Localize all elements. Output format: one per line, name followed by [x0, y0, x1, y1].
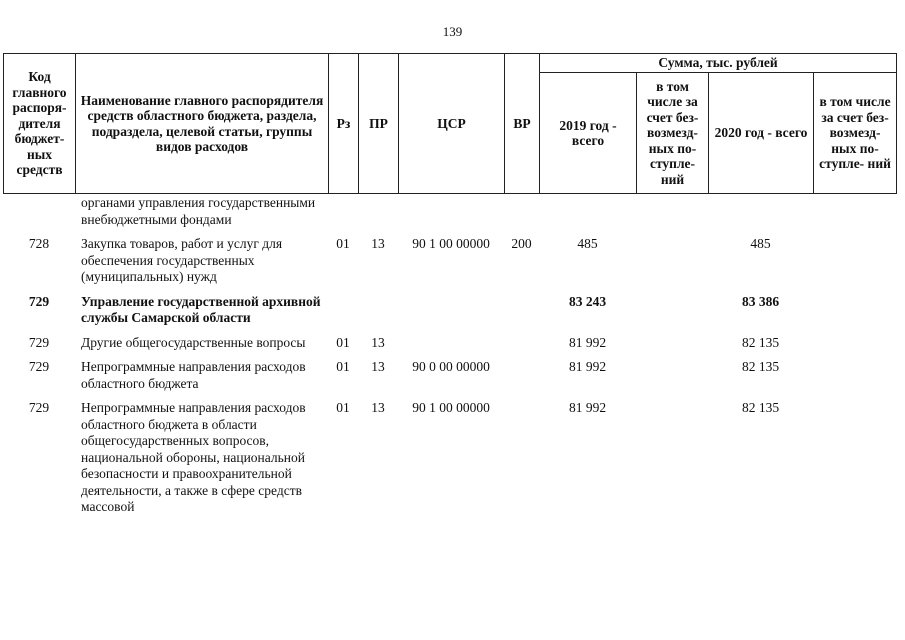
cell-sum-2019: 81 992	[568, 334, 607, 350]
cell-csr: 90 0 00 00000	[412, 359, 490, 374]
header-vr: ВР	[505, 54, 540, 194]
cell-rz	[328, 294, 358, 335]
cell-free-2019	[636, 294, 708, 335]
table-row	[3, 236, 896, 294]
header-name: Наименование главного распорядителя средств областного бюджета, раздела, подраздела, целевой статьи, группы видов расходов	[76, 54, 329, 194]
cell-vr: 200	[511, 236, 532, 251]
cell-free-2020	[813, 195, 896, 236]
cell-free-2019	[636, 335, 708, 360]
cell-vr	[504, 359, 539, 400]
cell-free-2019	[636, 400, 708, 516]
cell-csr	[398, 195, 504, 236]
cell-code: 729	[28, 359, 50, 374]
cell-free-2020	[813, 359, 896, 400]
header-2020-free: в том числе за счет без- возмезд- ных по- ступле- ний	[814, 73, 897, 194]
header-pr: ПР	[359, 54, 399, 194]
cell-pr	[358, 294, 398, 335]
header-sum-group: Сумма, тыс. рублей	[540, 54, 897, 73]
header-csr: ЦСР	[399, 54, 505, 194]
table-body	[3, 195, 896, 516]
table-row	[3, 195, 896, 236]
cell-rz: 01	[336, 359, 350, 374]
cell-pr: 13	[371, 334, 385, 350]
header-rz: Рз	[329, 54, 359, 194]
cell-pr: 13	[371, 400, 385, 415]
header-2019-free: в том числе за счет без- возмезд- ных по- ступле- ний	[637, 73, 709, 194]
cell-vr	[504, 294, 539, 335]
cell-free-2019	[636, 236, 708, 294]
page-number: 139	[442, 24, 463, 39]
cell-rz: 01	[336, 334, 350, 350]
cell-sum-2020: 82 135	[741, 400, 780, 415]
cell-rz	[328, 195, 358, 236]
table-row	[3, 294, 896, 335]
table-row	[3, 400, 896, 516]
header-2019-total: 2019 год - всего	[540, 73, 637, 194]
header-2020-total: 2020 год - всего	[709, 73, 814, 194]
cell-free-2020	[813, 294, 896, 335]
cell-vr	[504, 335, 539, 360]
cell-sum-2020: 83 386	[741, 293, 780, 309]
cell-sum-2019	[539, 195, 636, 236]
table-row	[3, 359, 896, 400]
cell-free-2019	[636, 195, 708, 236]
cell-code: 729	[28, 293, 50, 309]
cell-name: Непрограммные направления расходов областного бюджета	[81, 359, 306, 391]
cell-free-2020	[813, 335, 896, 360]
cell-sum-2020: 485	[750, 236, 771, 251]
cell-code	[3, 195, 75, 236]
cell-pr	[358, 195, 398, 236]
header-code: Код главного распоря- дителя бюджет- ных средств	[4, 54, 76, 194]
table-header	[3, 53, 897, 194]
cell-name: Управление государственной архивной службы Самарской области	[81, 293, 321, 325]
cell-name: Закупка товаров, работ и услуг для обеспечения государственных (муниципальных) нужд	[81, 236, 283, 284]
cell-pr: 13	[371, 236, 385, 251]
cell-free-2020	[813, 236, 896, 294]
cell-code: 728	[28, 236, 50, 251]
cell-csr	[398, 335, 504, 360]
cell-name: Другие общегосударственные вопросы	[81, 334, 306, 350]
cell-csr	[398, 294, 504, 335]
cell-rz: 01	[336, 400, 350, 415]
cell-rz: 01	[336, 236, 350, 251]
cell-vr	[504, 195, 539, 236]
cell-csr: 90 1 00 00000	[412, 236, 490, 251]
cell-sum-2020: 82 135	[741, 334, 780, 350]
cell-sum-2020: 82 135	[741, 359, 780, 374]
cell-name: Непрограммные направления расходов областного бюджета в области общегосударственных вопросов, национальной обороны, национальной безопасности и правоохранительной деятельности, а также в сфере средств массовой	[81, 400, 306, 514]
cell-sum-2019: 81 992	[568, 400, 607, 415]
cell-name: органами управления государственными внебюджетными фондами	[81, 195, 316, 227]
cell-vr	[504, 400, 539, 516]
cell-code: 729	[28, 334, 50, 350]
cell-sum-2019: 485	[577, 236, 598, 251]
cell-sum-2019: 81 992	[568, 359, 607, 374]
table-row	[3, 335, 896, 360]
cell-sum-2019: 83 243	[568, 293, 607, 309]
cell-csr: 90 1 00 00000	[412, 400, 490, 415]
cell-free-2020	[813, 400, 896, 516]
cell-pr: 13	[371, 359, 385, 374]
cell-sum-2020	[708, 195, 813, 236]
cell-code: 729	[28, 400, 50, 415]
cell-free-2019	[636, 359, 708, 400]
